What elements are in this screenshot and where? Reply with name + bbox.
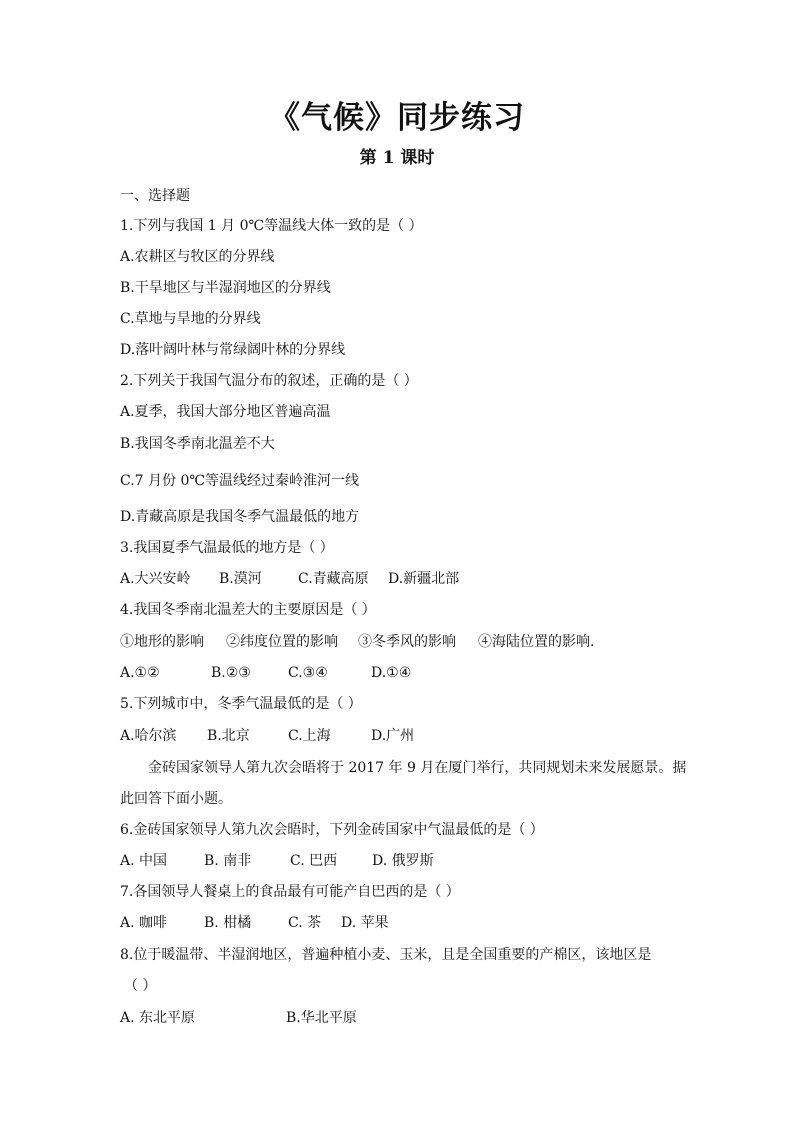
- question-7-option-b: B. 柑橘: [204, 915, 252, 931]
- question-4-factor-4: ④海陆位置的影响.: [478, 634, 595, 650]
- question-6-option-c: C. 巴西: [290, 853, 338, 869]
- question-4-option-a: A.①②: [120, 665, 160, 681]
- question-2-option-d: D.青藏高原是我国冬季气温最低的地方: [120, 509, 360, 525]
- question-6-option-b: B. 南非: [204, 853, 252, 869]
- lesson-subtitle: 第 1 课时: [359, 148, 435, 168]
- question-1-option-a: A.农耕区与牧区的分界线: [120, 249, 275, 265]
- question-2-option-c: C.7 月份 0℃等温线经过秦岭淮河一线: [120, 473, 360, 489]
- question-4-stem: 4.我国冬季南北温差大的主要原因是（ ）: [120, 602, 376, 618]
- question-4-factor-2: ②纬度位置的影响: [226, 634, 338, 650]
- question-3-option-a: A.大兴安岭: [120, 571, 191, 587]
- question-6-option-d: D. 俄罗斯: [372, 853, 434, 869]
- question-8-option-b: B.华北平原: [286, 1010, 357, 1026]
- question-7-option-d: D. 苹果: [341, 915, 389, 931]
- question-6-option-a: A. 中国: [120, 853, 168, 869]
- question-2-option-a: A.夏季，我国大部分地区普遍高温: [120, 404, 331, 420]
- question-4-options: [120, 663, 411, 683]
- question-8-option-a: A. 东北平原: [120, 1010, 196, 1026]
- question-7-stem: 7.各国领导人餐桌上的食品最有可能产自巴西的是（ ）: [120, 884, 460, 900]
- question-5-option-a: A.哈尔滨: [120, 728, 177, 744]
- question-4-factor-1: ①地形的影响: [120, 634, 204, 650]
- question-1-stem: 1.下列与我国 1 月 0℃等温线大体一致的是（ ）: [120, 218, 423, 234]
- question-6-stem: 6.金砖国家领导人第九次会晤时，下列金砖国家中气温最低的是（ ）: [120, 822, 544, 838]
- question-3-options: [120, 569, 459, 589]
- passage-line-2: 此回答下面小题。: [120, 791, 232, 807]
- question-7-option-c: C. 茶: [288, 915, 322, 931]
- question-5-option-d: D.广州: [371, 728, 415, 744]
- question-5-stem: 5.下列城市中，冬季气温最低的是（ ）: [120, 696, 362, 712]
- question-4-option-d: D.①④: [371, 665, 412, 681]
- question-1-option-c: C.草地与旱地的分界线: [120, 311, 261, 327]
- question-3-option-b: B.漠河: [219, 571, 262, 587]
- question-6-options: [120, 851, 434, 871]
- question-8-answer-blank: （ ）: [124, 978, 157, 994]
- question-1-option-b: B.干旱地区与半湿润地区的分界线: [120, 280, 331, 296]
- question-8-stem: 8.位于暖温带、半湿润地区，普遍种植小麦、玉米，且是全国重要的产棉区，该地区是: [120, 947, 652, 963]
- question-8-options: [120, 1008, 357, 1028]
- passage-line-1: 金砖国家领导人第九次会晤将于 2017 年 9 月在厦门举行，共同规划未来发展愿景。据: [148, 760, 687, 776]
- section-heading: 一、选择题: [120, 188, 190, 204]
- question-3-option-c: C.青藏高原: [298, 571, 369, 587]
- question-4-option-c: C.③④: [288, 665, 328, 681]
- question-5-option-c: C.上海: [288, 728, 331, 744]
- question-3-option-d: D.新疆北部: [388, 571, 460, 587]
- question-4-option-b: B.②③: [211, 665, 251, 681]
- question-3-stem: 3.我国夏季气温最低的地方是（ ）: [120, 540, 334, 556]
- question-5-option-b: B.北京: [207, 728, 250, 744]
- page-title: 《气候》同步练习: [269, 100, 525, 136]
- question-4-factors: [120, 632, 594, 652]
- question-2-stem: 2.下列关于我国气温分布的叙述，正确的是（ ）: [120, 373, 418, 389]
- question-1-option-d: D.落叶阔叶林与常绿阔叶林的分界线: [120, 342, 346, 358]
- question-7-options: [120, 913, 389, 933]
- question-5-options: [120, 726, 414, 746]
- question-7-option-a: A. 咖啡: [120, 915, 168, 931]
- question-4-factor-3: ③冬季风的影响: [358, 634, 456, 650]
- question-2-option-b: B.我国冬季南北温差不大: [120, 436, 275, 452]
